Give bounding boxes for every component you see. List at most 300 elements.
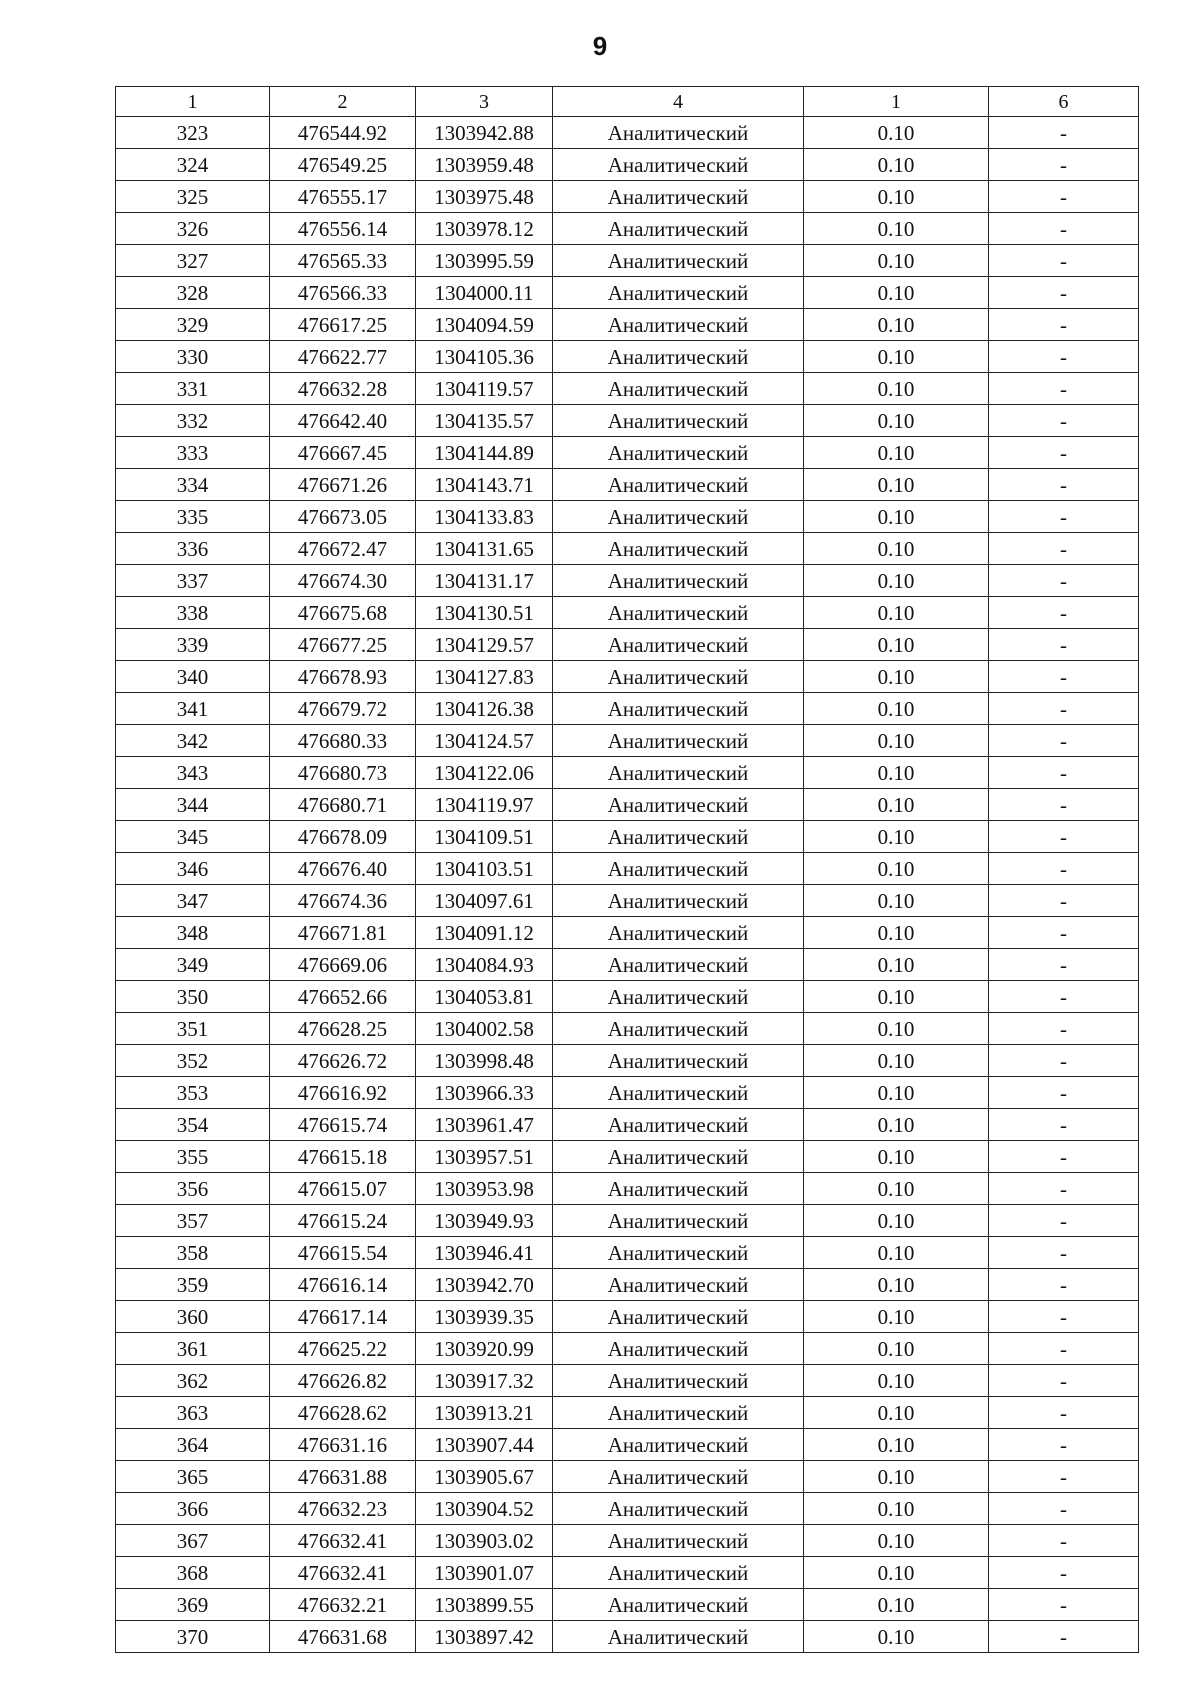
x-coordinate-cell: 476628.62 (270, 1397, 416, 1429)
accuracy-cell: 0.10 (804, 1205, 989, 1237)
accuracy-cell: 0.10 (804, 565, 989, 597)
point-number-cell: 356 (116, 1173, 270, 1205)
description-cell: - (989, 117, 1139, 149)
y-coordinate-cell: 1304053.81 (416, 981, 553, 1013)
point-number-cell: 331 (116, 373, 270, 405)
x-coordinate-cell: 476679.72 (270, 693, 416, 725)
accuracy-cell: 0.10 (804, 597, 989, 629)
accuracy-cell: 0.10 (804, 469, 989, 501)
accuracy-cell: 0.10 (804, 373, 989, 405)
description-cell: - (989, 341, 1139, 373)
x-coordinate-cell: 476671.26 (270, 469, 416, 501)
page-number: 9 (592, 31, 608, 61)
table-row (116, 1077, 1139, 1109)
table-row (116, 981, 1139, 1013)
accuracy-cell: 0.10 (804, 693, 989, 725)
x-coordinate-cell: 476680.33 (270, 725, 416, 757)
x-coordinate-cell: 476555.17 (270, 181, 416, 213)
point-number-cell: 325 (116, 181, 270, 213)
point-number-cell: 361 (116, 1333, 270, 1365)
point-number-cell: 334 (116, 469, 270, 501)
point-number-cell: 367 (116, 1525, 270, 1557)
accuracy-cell: 0.10 (804, 181, 989, 213)
y-coordinate-cell: 1303920.99 (416, 1333, 553, 1365)
x-coordinate-cell: 476678.09 (270, 821, 416, 853)
description-cell: - (989, 597, 1139, 629)
point-number-cell: 338 (116, 597, 270, 629)
point-number-cell: 348 (116, 917, 270, 949)
x-coordinate-cell: 476549.25 (270, 149, 416, 181)
description-cell: - (989, 213, 1139, 245)
method-cell: Аналитический (553, 1173, 804, 1205)
description-cell: - (989, 1045, 1139, 1077)
method-cell: Аналитический (553, 725, 804, 757)
y-coordinate-cell: 1303907.44 (416, 1429, 553, 1461)
accuracy-cell: 0.10 (804, 629, 989, 661)
description-cell: - (989, 1557, 1139, 1589)
table-row (116, 1301, 1139, 1333)
accuracy-cell: 0.10 (804, 853, 989, 885)
x-coordinate-cell: 476672.47 (270, 533, 416, 565)
point-number-cell: 359 (116, 1269, 270, 1301)
point-number-cell: 358 (116, 1237, 270, 1269)
accuracy-cell: 0.10 (804, 1333, 989, 1365)
y-coordinate-cell: 1304130.51 (416, 597, 553, 629)
description-cell: - (989, 469, 1139, 501)
method-cell: Аналитический (553, 885, 804, 917)
x-coordinate-cell: 476677.25 (270, 629, 416, 661)
point-number-cell: 355 (116, 1141, 270, 1173)
table-row (116, 373, 1139, 405)
description-cell: - (989, 1173, 1139, 1205)
method-cell: Аналитический (553, 1333, 804, 1365)
description-cell: - (989, 949, 1139, 981)
description-cell: - (989, 821, 1139, 853)
accuracy-cell: 0.10 (804, 1269, 989, 1301)
x-coordinate-cell: 476642.40 (270, 405, 416, 437)
table-row (116, 469, 1139, 501)
x-coordinate-cell: 476632.41 (270, 1525, 416, 1557)
description-cell: - (989, 725, 1139, 757)
method-cell: Аналитический (553, 1397, 804, 1429)
accuracy-cell: 0.10 (804, 949, 989, 981)
method-cell: Аналитический (553, 629, 804, 661)
accuracy-cell: 0.10 (804, 309, 989, 341)
accuracy-cell: 0.10 (804, 501, 989, 533)
table-row (116, 1045, 1139, 1077)
x-coordinate-cell: 476671.81 (270, 917, 416, 949)
point-number-cell: 345 (116, 821, 270, 853)
y-coordinate-cell: 1304124.57 (416, 725, 553, 757)
description-cell: - (989, 1237, 1139, 1269)
description-cell: - (989, 1365, 1139, 1397)
point-number-cell: 340 (116, 661, 270, 693)
table-row (116, 597, 1139, 629)
method-cell: Аналитический (553, 437, 804, 469)
x-coordinate-cell: 476678.93 (270, 661, 416, 693)
y-coordinate-cell: 1304126.38 (416, 693, 553, 725)
table-row (116, 757, 1139, 789)
y-coordinate-cell: 1303904.52 (416, 1493, 553, 1525)
accuracy-cell: 0.10 (804, 149, 989, 181)
point-number-cell: 366 (116, 1493, 270, 1525)
description-cell: - (989, 1205, 1139, 1237)
y-coordinate-cell: 1304094.59 (416, 309, 553, 341)
description-cell: - (989, 501, 1139, 533)
method-cell: Аналитический (553, 1525, 804, 1557)
point-number-cell: 343 (116, 757, 270, 789)
x-coordinate-cell: 476667.45 (270, 437, 416, 469)
point-number-cell: 357 (116, 1205, 270, 1237)
y-coordinate-cell: 1304143.71 (416, 469, 553, 501)
point-number-cell: 365 (116, 1461, 270, 1493)
method-cell: Аналитический (553, 1013, 804, 1045)
table-row (116, 1493, 1139, 1525)
description-cell: - (989, 405, 1139, 437)
point-number-cell: 323 (116, 117, 270, 149)
accuracy-cell: 0.10 (804, 405, 989, 437)
point-number-cell: 360 (116, 1301, 270, 1333)
point-number-cell: 329 (116, 309, 270, 341)
point-number-cell: 328 (116, 277, 270, 309)
x-coordinate-cell: 476628.25 (270, 1013, 416, 1045)
method-cell: Аналитический (553, 149, 804, 181)
y-coordinate-cell: 1303998.48 (416, 1045, 553, 1077)
y-coordinate-cell: 1304084.93 (416, 949, 553, 981)
y-coordinate-cell: 1304127.83 (416, 661, 553, 693)
y-coordinate-cell: 1304122.06 (416, 757, 553, 789)
x-coordinate-cell: 476631.68 (270, 1621, 416, 1653)
accuracy-cell: 0.10 (804, 437, 989, 469)
table-row (116, 181, 1139, 213)
method-cell: Аналитический (553, 117, 804, 149)
point-number-cell: 324 (116, 149, 270, 181)
description-cell: - (989, 629, 1139, 661)
y-coordinate-cell: 1304131.17 (416, 565, 553, 597)
x-coordinate-cell: 476631.88 (270, 1461, 416, 1493)
method-cell: Аналитический (553, 1109, 804, 1141)
y-coordinate-cell: 1303978.12 (416, 213, 553, 245)
x-coordinate-cell: 476625.22 (270, 1333, 416, 1365)
table-row (116, 309, 1139, 341)
x-coordinate-cell: 476632.23 (270, 1493, 416, 1525)
accuracy-cell: 0.10 (804, 1141, 989, 1173)
accuracy-cell: 0.10 (804, 661, 989, 693)
y-coordinate-cell: 1303913.21 (416, 1397, 553, 1429)
accuracy-cell: 0.10 (804, 757, 989, 789)
description-cell: - (989, 565, 1139, 597)
header-cell: 3 (416, 87, 553, 117)
y-coordinate-cell: 1304133.83 (416, 501, 553, 533)
table-row (116, 1589, 1139, 1621)
y-coordinate-cell: 1304103.51 (416, 853, 553, 885)
method-cell: Аналитический (553, 1269, 804, 1301)
description-cell: - (989, 533, 1139, 565)
table-row (116, 949, 1139, 981)
description-cell: - (989, 885, 1139, 917)
y-coordinate-cell: 1304002.58 (416, 1013, 553, 1045)
method-cell: Аналитический (553, 565, 804, 597)
method-cell: Аналитический (553, 757, 804, 789)
point-number-cell: 363 (116, 1397, 270, 1429)
y-coordinate-cell: 1303905.67 (416, 1461, 553, 1493)
x-coordinate-cell: 476676.40 (270, 853, 416, 885)
point-number-cell: 332 (116, 405, 270, 437)
method-cell: Аналитический (553, 1557, 804, 1589)
table-row (116, 885, 1139, 917)
table-row (116, 1621, 1139, 1653)
table-row (116, 1109, 1139, 1141)
description-cell: - (989, 1333, 1139, 1365)
table-row (116, 661, 1139, 693)
accuracy-cell: 0.10 (804, 1365, 989, 1397)
x-coordinate-cell: 476652.66 (270, 981, 416, 1013)
method-cell: Аналитический (553, 1141, 804, 1173)
table-row (116, 1525, 1139, 1557)
point-number-cell: 335 (116, 501, 270, 533)
accuracy-cell: 0.10 (804, 1109, 989, 1141)
accuracy-cell: 0.10 (804, 1557, 989, 1589)
method-cell: Аналитический (553, 181, 804, 213)
accuracy-cell: 0.10 (804, 1013, 989, 1045)
y-coordinate-cell: 1303959.48 (416, 149, 553, 181)
point-number-cell: 351 (116, 1013, 270, 1045)
accuracy-cell: 0.10 (804, 1621, 989, 1653)
table-row (116, 501, 1139, 533)
point-number-cell: 370 (116, 1621, 270, 1653)
method-cell: Аналитический (553, 1205, 804, 1237)
y-coordinate-cell: 1304105.36 (416, 341, 553, 373)
method-cell: Аналитический (553, 853, 804, 885)
header-cell: 1 (116, 87, 270, 117)
point-number-cell: 330 (116, 341, 270, 373)
point-number-cell: 354 (116, 1109, 270, 1141)
y-coordinate-cell: 1303949.93 (416, 1205, 553, 1237)
y-coordinate-cell: 1304129.57 (416, 629, 553, 661)
description-cell: - (989, 277, 1139, 309)
table-row (116, 533, 1139, 565)
method-cell: Аналитический (553, 1589, 804, 1621)
table-row (116, 853, 1139, 885)
method-cell: Аналитический (553, 789, 804, 821)
x-coordinate-cell: 476626.82 (270, 1365, 416, 1397)
x-coordinate-cell: 476680.73 (270, 757, 416, 789)
table-row (116, 917, 1139, 949)
point-number-cell: 336 (116, 533, 270, 565)
accuracy-cell: 0.10 (804, 1461, 989, 1493)
y-coordinate-cell: 1303995.59 (416, 245, 553, 277)
x-coordinate-cell: 476622.77 (270, 341, 416, 373)
header-cell: 6 (989, 87, 1139, 117)
table-row (116, 565, 1139, 597)
x-coordinate-cell: 476556.14 (270, 213, 416, 245)
table-row (116, 1461, 1139, 1493)
y-coordinate-cell: 1303942.88 (416, 117, 553, 149)
description-cell: - (989, 1461, 1139, 1493)
point-number-cell: 353 (116, 1077, 270, 1109)
description-cell: - (989, 1589, 1139, 1621)
point-number-cell: 362 (116, 1365, 270, 1397)
point-number-cell: 333 (116, 437, 270, 469)
y-coordinate-cell: 1303901.07 (416, 1557, 553, 1589)
method-cell: Аналитический (553, 1237, 804, 1269)
point-number-cell: 326 (116, 213, 270, 245)
x-coordinate-cell: 476544.92 (270, 117, 416, 149)
method-cell: Аналитический (553, 373, 804, 405)
method-cell: Аналитический (553, 1461, 804, 1493)
method-cell: Аналитический (553, 661, 804, 693)
y-coordinate-cell: 1303975.48 (416, 181, 553, 213)
table-row (116, 821, 1139, 853)
point-number-cell: 339 (116, 629, 270, 661)
method-cell: Аналитический (553, 1045, 804, 1077)
description-cell: - (989, 693, 1139, 725)
description-cell: - (989, 1269, 1139, 1301)
table-row (116, 789, 1139, 821)
x-coordinate-cell: 476632.21 (270, 1589, 416, 1621)
x-coordinate-cell: 476626.72 (270, 1045, 416, 1077)
method-cell: Аналитический (553, 1493, 804, 1525)
method-cell: Аналитический (553, 533, 804, 565)
accuracy-cell: 0.10 (804, 1589, 989, 1621)
y-coordinate-cell: 1303939.35 (416, 1301, 553, 1333)
table-row (116, 725, 1139, 757)
table-row (116, 693, 1139, 725)
table-row (116, 437, 1139, 469)
table-row (116, 1429, 1139, 1461)
x-coordinate-cell: 476615.18 (270, 1141, 416, 1173)
method-cell: Аналитический (553, 693, 804, 725)
description-cell: - (989, 853, 1139, 885)
method-cell: Аналитический (553, 1621, 804, 1653)
y-coordinate-cell: 1303942.70 (416, 1269, 553, 1301)
table-row (116, 245, 1139, 277)
description-cell: - (989, 789, 1139, 821)
accuracy-cell: 0.10 (804, 917, 989, 949)
table-row (116, 1397, 1139, 1429)
description-cell: - (989, 437, 1139, 469)
table-body (116, 117, 1139, 1653)
header-cell: 4 (553, 87, 804, 117)
description-cell: - (989, 661, 1139, 693)
description-cell: - (989, 1013, 1139, 1045)
description-cell: - (989, 309, 1139, 341)
accuracy-cell: 0.10 (804, 1237, 989, 1269)
table-row (116, 149, 1139, 181)
y-coordinate-cell: 1303946.41 (416, 1237, 553, 1269)
y-coordinate-cell: 1303899.55 (416, 1589, 553, 1621)
method-cell: Аналитический (553, 341, 804, 373)
table-row (116, 1269, 1139, 1301)
table-row (116, 213, 1139, 245)
table-row (116, 1013, 1139, 1045)
point-number-cell: 337 (116, 565, 270, 597)
method-cell: Аналитический (553, 501, 804, 533)
table-header-row (116, 87, 1139, 117)
method-cell: Аналитический (553, 1301, 804, 1333)
x-coordinate-cell: 476674.36 (270, 885, 416, 917)
description-cell: - (989, 757, 1139, 789)
y-coordinate-cell: 1304097.61 (416, 885, 553, 917)
accuracy-cell: 0.10 (804, 981, 989, 1013)
accuracy-cell: 0.10 (804, 1045, 989, 1077)
y-coordinate-cell: 1304135.57 (416, 405, 553, 437)
accuracy-cell: 0.10 (804, 245, 989, 277)
method-cell: Аналитический (553, 405, 804, 437)
point-number-cell: 352 (116, 1045, 270, 1077)
accuracy-cell: 0.10 (804, 1077, 989, 1109)
coordinates-table (115, 86, 1139, 1653)
method-cell: Аналитический (553, 821, 804, 853)
method-cell: Аналитический (553, 1365, 804, 1397)
accuracy-cell: 0.10 (804, 533, 989, 565)
description-cell: - (989, 1109, 1139, 1141)
description-cell: - (989, 1301, 1139, 1333)
description-cell: - (989, 917, 1139, 949)
x-coordinate-cell: 476680.71 (270, 789, 416, 821)
description-cell: - (989, 181, 1139, 213)
y-coordinate-cell: 1304000.11 (416, 277, 553, 309)
y-coordinate-cell: 1304109.51 (416, 821, 553, 853)
x-coordinate-cell: 476617.14 (270, 1301, 416, 1333)
x-coordinate-cell: 476565.33 (270, 245, 416, 277)
description-cell: - (989, 245, 1139, 277)
table-row (116, 1333, 1139, 1365)
table-row (116, 1237, 1139, 1269)
x-coordinate-cell: 476616.92 (270, 1077, 416, 1109)
method-cell: Аналитический (553, 277, 804, 309)
accuracy-cell: 0.10 (804, 213, 989, 245)
y-coordinate-cell: 1304131.65 (416, 533, 553, 565)
accuracy-cell: 0.10 (804, 1493, 989, 1525)
x-coordinate-cell: 476617.25 (270, 309, 416, 341)
accuracy-cell: 0.10 (804, 821, 989, 853)
table-row (116, 341, 1139, 373)
x-coordinate-cell: 476631.16 (270, 1429, 416, 1461)
table-row (116, 1173, 1139, 1205)
accuracy-cell: 0.10 (804, 1429, 989, 1461)
y-coordinate-cell: 1304119.57 (416, 373, 553, 405)
x-coordinate-cell: 476616.14 (270, 1269, 416, 1301)
description-cell: - (989, 149, 1139, 181)
description-cell: - (989, 1141, 1139, 1173)
x-coordinate-cell: 476632.41 (270, 1557, 416, 1589)
x-coordinate-cell: 476615.74 (270, 1109, 416, 1141)
y-coordinate-cell: 1303966.33 (416, 1077, 553, 1109)
table-row (116, 629, 1139, 661)
description-cell: - (989, 1077, 1139, 1109)
method-cell: Аналитический (553, 309, 804, 341)
point-number-cell: 342 (116, 725, 270, 757)
y-coordinate-cell: 1303957.51 (416, 1141, 553, 1173)
method-cell: Аналитический (553, 981, 804, 1013)
table-row (116, 117, 1139, 149)
point-number-cell: 341 (116, 693, 270, 725)
point-number-cell: 347 (116, 885, 270, 917)
accuracy-cell: 0.10 (804, 885, 989, 917)
table-row (116, 405, 1139, 437)
header-cell: 2 (270, 87, 416, 117)
table-row (116, 1365, 1139, 1397)
description-cell: - (989, 1429, 1139, 1461)
x-coordinate-cell: 476675.68 (270, 597, 416, 629)
x-coordinate-cell: 476615.07 (270, 1173, 416, 1205)
accuracy-cell: 0.10 (804, 117, 989, 149)
accuracy-cell: 0.10 (804, 1173, 989, 1205)
accuracy-cell: 0.10 (804, 1397, 989, 1429)
y-coordinate-cell: 1303903.02 (416, 1525, 553, 1557)
x-coordinate-cell: 476674.30 (270, 565, 416, 597)
